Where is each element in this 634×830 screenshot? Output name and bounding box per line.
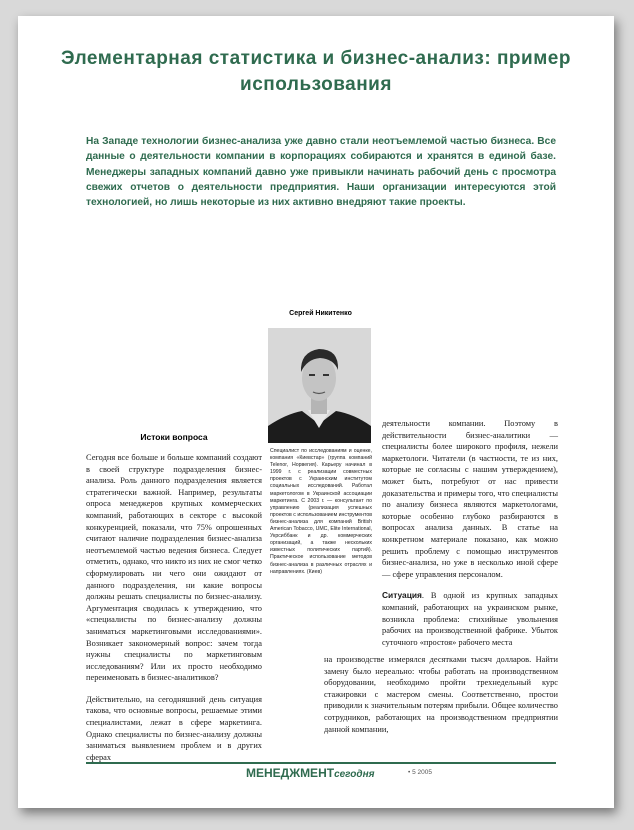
magazine-page (18, 16, 614, 808)
column-right (382, 418, 558, 648)
magazine-logo (246, 766, 375, 780)
paragraph: на производстве измерялся десятками тысяч долларов. Найти замену было нереально: чтобы работать на производственном оборудовании, необходимо пройти трехнедельный курс стажировки с мастером смены. Соответственно, простои приводили к значительным потерям прибыли. Общее количество сотрудников, работающих на производственном предприятии данной компании, (324, 655, 558, 734)
author-portrait-icon (268, 328, 371, 443)
issue-number: • 5 2005 (408, 769, 432, 776)
paragraph (382, 590, 558, 648)
author-name: Сергей Никитенко (289, 310, 352, 317)
paragraph: Действительно, на сегодняшний день ситуация такова, что основные вопросы, решаемые этими специалистами, лежат в сфере маркетинга. Однако специалисты по бизнес-анализу должны заниматься выявлением проблем и в других сферах (86, 694, 262, 762)
column-wide (324, 654, 558, 735)
page-footer (86, 762, 556, 778)
paragraph-text: . В одной из крупных западных компаний, работающих на украинском рынке, возникла проблема: стихийные увольнения рабочих на производственной фабрике. Убыток суточного «простоя» рабочего места (382, 591, 558, 647)
paragraph: Сегодня все больше и больше компаний создают в своей структуре подразделения бизнес-анализа. Роль данного подразделения является стратегически важной. Например, результаты опроса менеджеров крупных коммерческих компаний, работающих в секторе с высокой конкуренцией, показали, что 75% опрошенных считают наличие подразделения бизнес-анализа неотъемлемой частью ведения бизнеса. Следует отметить, однако, что никто из них не смог четко сформулировать ни чего они ожидают от данного подразделения, ни какие вопросы должны решать специалисты по бизнес-анализу. Аргументация сводилась к утверждению, что «специалисты по бизнес-анализу должны заниматься маркетинговыми исследованиями». Возникает закономерный вопрос: зачем тогда нужны специалисты по маркетинговым исследованиям? Или их просто необходимо переименовать в бизнес-аналитиков? (86, 453, 262, 683)
magazine-brand: МЕНЕДЖМЕНТ (246, 766, 335, 780)
magazine-brand-sub: сегодня (334, 769, 375, 780)
situation-label: Ситуация (382, 590, 422, 601)
author-bio: Специалист по исследованиям и оценке, компания «Киевстар» (группа компаний Telenor, Норвегия). Карьеру начинал в 1999 г. с реализации совместных проектов с Украинским институтом социальных исследований. Работал маркетологом в Украинской ассоциации маркетинга. С 2003 г. — консультант по управлению (реализация успешных проектов с использованием инструментов бизнес-анализа для компаний British American Tobacco, UMC, Elite International, Укрсиббанк и др. коммерческих организаций, а также нескольких известных политических партий). Практическое использование методов бизнес-анализа в различных отраслях и направлениях. (Киев) (270, 448, 372, 575)
author-photo (268, 328, 371, 443)
paragraph: деятельности компании. Поэтому в действительности бизнес-аналитики — специалисты более широкого профиля, нежели маркетологи. Читатели (в частности, те из них, которые не согласны с нашим утверждением), может быть, потребуют от нас привести доказательства и примеры того, что специалисты по анализу бизнеса являются маркетологами, которые особенно глубоко разбираются в вопросах анализа данных. В статье на конкретном материале показано, как можно решить проблему с помощью инструментов бизнес-анализа, но уже в несколько иной сфере — сфере управления персоналом. (382, 419, 558, 579)
section-heading: Истоки вопроса (140, 432, 208, 442)
article-title: Элементарная статистика и бизнес-анализ: пример использования (61, 48, 571, 95)
article-lead: На Западе технологии бизнес-анализа уже давно стали неотъемлемой частью бизнеса. Все данные о деятельности компании в корпорациях собираются и хранятся в единой базе. Менеджеры западных компаний давно уже привыкли начинать рабочий день с просмотра свежих отчетов о деятельности предприятия. Наши организации интересуются этой технологией, но лишь некоторые из них активно внедряют такие проекты. (86, 136, 556, 209)
footer-rule (86, 762, 556, 764)
column-left (86, 432, 262, 763)
